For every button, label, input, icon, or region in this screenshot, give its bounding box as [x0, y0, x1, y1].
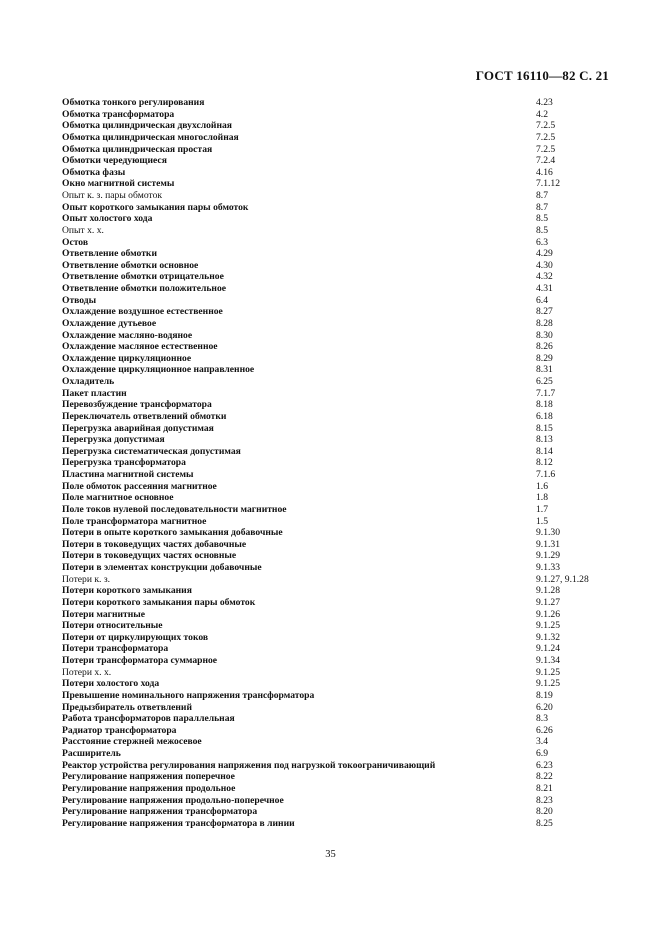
index-entry [62, 353, 622, 365]
index-term: Охлаждение дутьевое [62, 317, 157, 329]
index-entry [62, 562, 622, 574]
index-term: Поле обмоток рассеяния магнитное [62, 480, 217, 492]
index-reference: 8.13 [536, 434, 553, 446]
index-term: Обмотка фазы [62, 166, 126, 178]
index-entry [62, 736, 622, 748]
index-term: Потери в токоведущих частях основные [62, 550, 237, 562]
page-header: ГОСТ 16110—82 С. 21 [475, 68, 609, 83]
index-term: Потери в элементах конструкции добавочные [62, 562, 262, 573]
index-entry [62, 178, 622, 190]
index-reference: 7.1.6 [536, 469, 556, 480]
index-reference: 9.1.27, 9.1.28 [536, 573, 589, 585]
index-reference: 4.2 [536, 108, 548, 120]
index-term: Ответвление обмотки [62, 248, 157, 260]
index-term: Обмотка трансформатора [62, 108, 175, 120]
index-reference: 4.23 [536, 97, 553, 108]
index-reference: 9.1.31 [536, 538, 560, 550]
index-reference: 8.19 [536, 689, 553, 701]
index-reference: 6.18 [536, 410, 553, 422]
index-reference: 8.22 [536, 771, 553, 783]
index-term: Превышение номинального напряжения трансформатора [62, 689, 315, 701]
index-entry [62, 306, 622, 318]
index-reference: 8.28 [536, 317, 553, 329]
index-entry [62, 411, 622, 423]
index-term: Охлаждение циркуляционное направленное [62, 364, 255, 376]
index-term: Охлаждение масляное естественное [62, 341, 218, 353]
index-entry [62, 155, 622, 167]
index-entry [62, 271, 622, 283]
index-reference: 6.25 [536, 376, 553, 387]
index-entry [62, 446, 622, 458]
index-entry [62, 109, 622, 121]
index-entry [62, 283, 622, 295]
index-entry [62, 539, 622, 551]
index-reference: 8.21 [536, 782, 553, 794]
index-reference: 8.31 [536, 364, 553, 376]
index-entry [62, 806, 622, 818]
index-entry [62, 237, 622, 249]
index-entry [62, 434, 622, 446]
index-entry [62, 248, 622, 260]
index-reference: 8.14 [536, 445, 553, 457]
index-term: Регулирование напряжения трансформатора [62, 806, 258, 818]
index-term: Ответвление обмотки положительное [62, 283, 227, 294]
index-entry [62, 144, 622, 156]
index-reference: 7.2.5 [536, 143, 556, 155]
index-entry [62, 550, 622, 562]
index-entry [62, 469, 622, 481]
index-reference: 6.3 [536, 236, 548, 248]
index-reference: 8.3 [536, 713, 548, 725]
index-reference: 7.2.5 [536, 120, 556, 132]
index-term: Работа трансформаторов параллельная [62, 713, 235, 725]
index-term: Ответвление обмотки отрицательное [62, 271, 224, 283]
index-term: Опыт холостого хода [62, 213, 153, 225]
index-entry [62, 318, 622, 330]
index-term: Охлаждение масляно-водяное [62, 329, 193, 341]
index-entry [62, 516, 622, 528]
index-entry [62, 399, 622, 411]
index-entry [62, 190, 622, 202]
index-entry [62, 388, 622, 400]
index-term: Поле трансформатора магнитное [62, 515, 207, 527]
index-term: Расширитель [62, 748, 121, 759]
index-term: Регулирование напряжения продольное [62, 782, 236, 794]
index-entry [62, 771, 622, 783]
index-entry [62, 748, 622, 760]
index-reference: 4.31 [536, 283, 553, 294]
index-reference: 6.23 [536, 759, 553, 771]
index-reference: 4.16 [536, 166, 553, 178]
index-entry [62, 643, 622, 655]
index-term: Потери к. з. [62, 573, 111, 585]
index-entry [62, 120, 622, 132]
index-entry [62, 725, 622, 737]
index-term: Поле токов нулевой последовательности магнитное [62, 503, 287, 515]
index-reference: 7.2.4 [536, 155, 556, 167]
index-reference: 1.8 [536, 492, 548, 504]
index-reference: 8.25 [536, 817, 553, 829]
index-term: Окно магнитной системы [62, 178, 175, 190]
index-term: Обмотка цилиндрическая двухслойная [62, 120, 232, 132]
index-term: Перегрузка трансформатора [62, 457, 186, 469]
index-reference: 8.20 [536, 806, 553, 818]
index-reference: 9.1.28 [536, 585, 560, 597]
index-entry [62, 585, 622, 597]
index-term: Обмотка цилиндрическая простая [62, 143, 213, 155]
index-reference: 4.32 [536, 271, 553, 283]
index-entry [62, 260, 622, 272]
index-reference: 1.7 [536, 503, 548, 515]
index-entry [62, 481, 622, 493]
index-term: Потери холостого хода [62, 678, 160, 690]
index-entry [62, 655, 622, 667]
index-entry [62, 97, 622, 109]
index-reference: 4.30 [536, 259, 553, 271]
index-reference: 8.23 [536, 794, 553, 806]
index-entry [62, 818, 622, 830]
index-term: Ответвление обмотки основное [62, 259, 199, 271]
index-term: Регулирование напряжения трансформатора в линии [62, 817, 295, 829]
index-term: Перевозбуждение трансформатора [62, 399, 212, 411]
index-term: Предызбиратель ответвлений [62, 701, 192, 713]
index-entry [62, 213, 622, 225]
index-reference: 8.15 [536, 422, 553, 434]
index-term: Опыт короткого замыкания пары обмоток [62, 201, 249, 213]
index-entry [62, 364, 622, 376]
index-entry [62, 295, 622, 307]
index-entry [62, 330, 622, 342]
index-term: Потери короткого замыкания [62, 585, 192, 597]
index-term: Потери от циркулирующих токов [62, 631, 209, 643]
index-term: Остов [62, 236, 89, 248]
index-term: Пластина магнитной системы [62, 469, 194, 480]
index-term: Потери короткого замыкания пары обмоток [62, 596, 256, 608]
index-reference: 8.30 [536, 329, 553, 341]
index-reference: 9.1.25 [536, 678, 560, 690]
index-entry [62, 620, 622, 632]
index-term: Потери в токоведущих частях добавочные [62, 538, 247, 550]
index-term: Поле магнитное основное [62, 492, 174, 504]
index-term: Обмотка тонкого регулирования [62, 97, 205, 108]
index-term: Потери трансформатора суммарное [62, 655, 218, 666]
index-entry [62, 167, 622, 179]
page-number: 35 [325, 849, 336, 860]
index-reference: 9.1.33 [536, 562, 560, 573]
index-reference: 6.26 [536, 724, 553, 736]
index-entry [62, 609, 622, 621]
index-reference: 8.26 [536, 341, 553, 353]
index-entry [62, 690, 622, 702]
index-reference: 7.2.5 [536, 131, 556, 143]
index-term: Потери в опыте короткого замыкания добавочные [62, 527, 283, 539]
index-term: Потери х. х. [62, 666, 112, 678]
index-term: Опыт х. х. [62, 224, 104, 236]
index-reference: 7.1.7 [536, 387, 556, 399]
index-term: Радиатор трансформатора [62, 724, 177, 736]
index-term: Переключатель ответвлений обмотки [62, 410, 227, 422]
index-reference: 1.5 [536, 515, 548, 527]
index-entry [62, 713, 622, 725]
index-entry [62, 760, 622, 772]
index-reference: 9.1.32 [536, 631, 560, 643]
index-reference: 4.29 [536, 248, 553, 260]
index-entry [62, 132, 622, 144]
index-term: Перегрузка допустимая [62, 434, 165, 446]
index-entry [62, 783, 622, 795]
index-reference: 1.6 [536, 480, 548, 492]
index-reference: 9.1.34 [536, 655, 560, 666]
index-term: Охладитель [62, 376, 115, 387]
index-term: Охлаждение воздушное естественное [62, 306, 223, 318]
index-entry [62, 225, 622, 237]
index-term: Охлаждение циркуляционное [62, 352, 192, 364]
index-reference: 9.1.24 [536, 643, 560, 655]
index-entry [62, 632, 622, 644]
index-term: Потери относительные [62, 620, 163, 632]
index-reference: 3.4 [536, 736, 548, 748]
index-reference: 9.1.30 [536, 527, 560, 539]
index-reference: 9.1.26 [536, 608, 560, 620]
index-reference: 8.7 [536, 190, 548, 201]
index-entry [62, 527, 622, 539]
index-term: Реактор устройства регулирования напряжения под нагрузкой токоограничивающий [62, 759, 436, 771]
index-term: Опыт к. з. пары обмоток [62, 190, 163, 201]
index-entry [62, 423, 622, 435]
index-term: Расстояние стержней межосевое [62, 736, 202, 748]
index-reference: 8.27 [536, 306, 553, 318]
index-term: Пакет пластин [62, 387, 127, 399]
index-entry [62, 667, 622, 679]
index-reference: 8.7 [536, 201, 548, 213]
index-reference: 9.1.25 [536, 666, 560, 678]
index-entry [62, 574, 622, 586]
index-entry [62, 202, 622, 214]
index-reference: 9.1.29 [536, 550, 560, 562]
index-entry [62, 702, 622, 714]
index-entry [62, 492, 622, 504]
index-entry [62, 376, 622, 388]
index-reference: 6.9 [536, 748, 548, 759]
index-entry [62, 341, 622, 353]
index-term: Потери трансформатора [62, 643, 169, 655]
index-entry [62, 678, 622, 690]
index-reference: 7.1.12 [536, 178, 560, 190]
index-reference: 6.20 [536, 701, 553, 713]
index-entry [62, 457, 622, 469]
index-term: Регулирование напряжения поперечное [62, 771, 235, 783]
index-entry [62, 597, 622, 609]
index-reference: 8.18 [536, 399, 553, 411]
index-term: Перегрузка аварийная допустимая [62, 422, 214, 434]
index-term: Потери магнитные [62, 608, 146, 620]
index-reference: 8.5 [536, 224, 548, 236]
index-term: Перегрузка систематическая допустимая [62, 445, 241, 457]
index-term: Регулирование напряжения продольно-поперечное [62, 794, 284, 806]
index-reference: 8.12 [536, 457, 553, 469]
index-entry [62, 504, 622, 516]
index-term: Отводы [62, 294, 97, 306]
index-reference: 9.1.25 [536, 620, 560, 632]
index-term: Обмотки чередующиеся [62, 155, 167, 167]
index-reference: 6.4 [536, 294, 548, 306]
index-entry [62, 795, 622, 807]
index-reference: 8.5 [536, 213, 548, 225]
index-reference: 9.1.27 [536, 596, 560, 608]
term-index-list [62, 97, 622, 829]
index-term: Обмотка цилиндрическая многослойная [62, 131, 239, 143]
index-reference: 8.29 [536, 352, 553, 364]
